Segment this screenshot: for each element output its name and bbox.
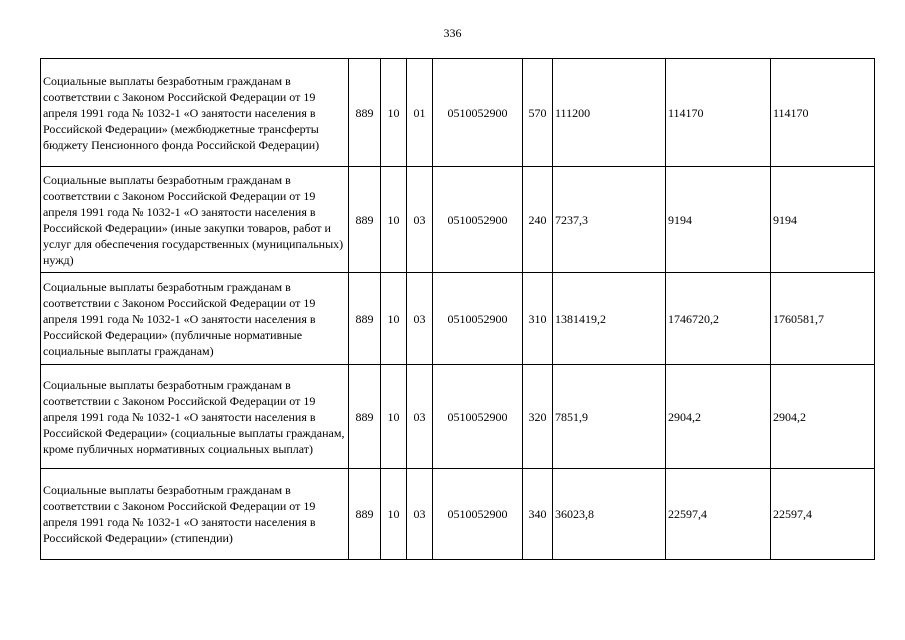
expense-type-code: 570 — [523, 59, 553, 167]
subsection-code: 03 — [407, 167, 433, 273]
section-code: 10 — [381, 273, 407, 365]
amount-year-3: 9194 — [771, 167, 875, 273]
grbs-code: 889 — [349, 59, 381, 167]
amount-year-1: 111200 — [553, 59, 666, 167]
table-row — [41, 273, 875, 365]
budget-table — [40, 58, 875, 560]
target-article-code: 0510052900 — [433, 469, 523, 560]
row-description: Социальные выплаты безработным гражданам в соответствии с Законом Российской Федерации от 19 апреля 1991 года № 1032-1 «О занятости населения в Российской Федерации» (социальные выплаты гражданам, кроме публичных нормативных социальных выплат) — [41, 365, 349, 469]
grbs-code: 889 — [349, 273, 381, 365]
amount-year-2: 22597,4 — [666, 469, 771, 560]
grbs-code: 889 — [349, 167, 381, 273]
amount-year-1: 36023,8 — [553, 469, 666, 560]
table-row — [41, 59, 875, 167]
amount-year-2: 114170 — [666, 59, 771, 167]
target-article-code: 0510052900 — [433, 167, 523, 273]
expense-type-code: 320 — [523, 365, 553, 469]
amount-year-3: 1760581,7 — [771, 273, 875, 365]
expense-type-code: 310 — [523, 273, 553, 365]
target-article-code: 0510052900 — [433, 273, 523, 365]
amount-year-3: 114170 — [771, 59, 875, 167]
section-code: 10 — [381, 365, 407, 469]
grbs-code: 889 — [349, 469, 381, 560]
page-number: 336 — [443, 26, 462, 40]
amount-year-1: 7237,3 — [553, 167, 666, 273]
row-description: Социальные выплаты безработным гражданам в соответствии с Законом Российской Федерации от 19 апреля 1991 года № 1032-1 «О занятости населения в Российской Федерации» (иные закупки товаров, работ и услуг для обеспечения государственных (муниципальных) нужд) — [41, 167, 349, 273]
subsection-code: 03 — [407, 273, 433, 365]
amount-year-1: 1381419,2 — [553, 273, 666, 365]
section-code: 10 — [381, 59, 407, 167]
table-row — [41, 167, 875, 273]
section-code: 10 — [381, 167, 407, 273]
target-article-code: 0510052900 — [433, 365, 523, 469]
row-description: Социальные выплаты безработным гражданам в соответствии с Законом Российской Федерации от 19 апреля 1991 года № 1032-1 «О занятости населения в Российской Федерации» (публичные нормативные социальные выплаты гражданам) — [41, 273, 349, 365]
amount-year-2: 1746720,2 — [666, 273, 771, 365]
table-row — [41, 365, 875, 469]
subsection-code: 01 — [407, 59, 433, 167]
table-row — [41, 469, 875, 560]
amount-year-3: 2904,2 — [771, 365, 875, 469]
subsection-code: 03 — [407, 365, 433, 469]
row-description: Социальные выплаты безработным гражданам в соответствии с Законом Российской Федерации от 19 апреля 1991 года № 1032-1 «О занятости населения в Российской Федерации» (стипендии) — [41, 469, 349, 560]
amount-year-1: 7851,9 — [553, 365, 666, 469]
row-description: Социальные выплаты безработным гражданам в соответствии с Законом Российской Федерации от 19 апреля 1991 года № 1032-1 «О занятости населения в Российской Федерации» (межбюджетные трансферты бюджету Пенсионного фонда Российской Федерации) — [41, 59, 349, 167]
grbs-code: 889 — [349, 365, 381, 469]
subsection-code: 03 — [407, 469, 433, 560]
expense-type-code: 340 — [523, 469, 553, 560]
amount-year-2: 2904,2 — [666, 365, 771, 469]
expense-type-code: 240 — [523, 167, 553, 273]
section-code: 10 — [381, 469, 407, 560]
amount-year-3: 22597,4 — [771, 469, 875, 560]
amount-year-2: 9194 — [666, 167, 771, 273]
target-article-code: 0510052900 — [433, 59, 523, 167]
